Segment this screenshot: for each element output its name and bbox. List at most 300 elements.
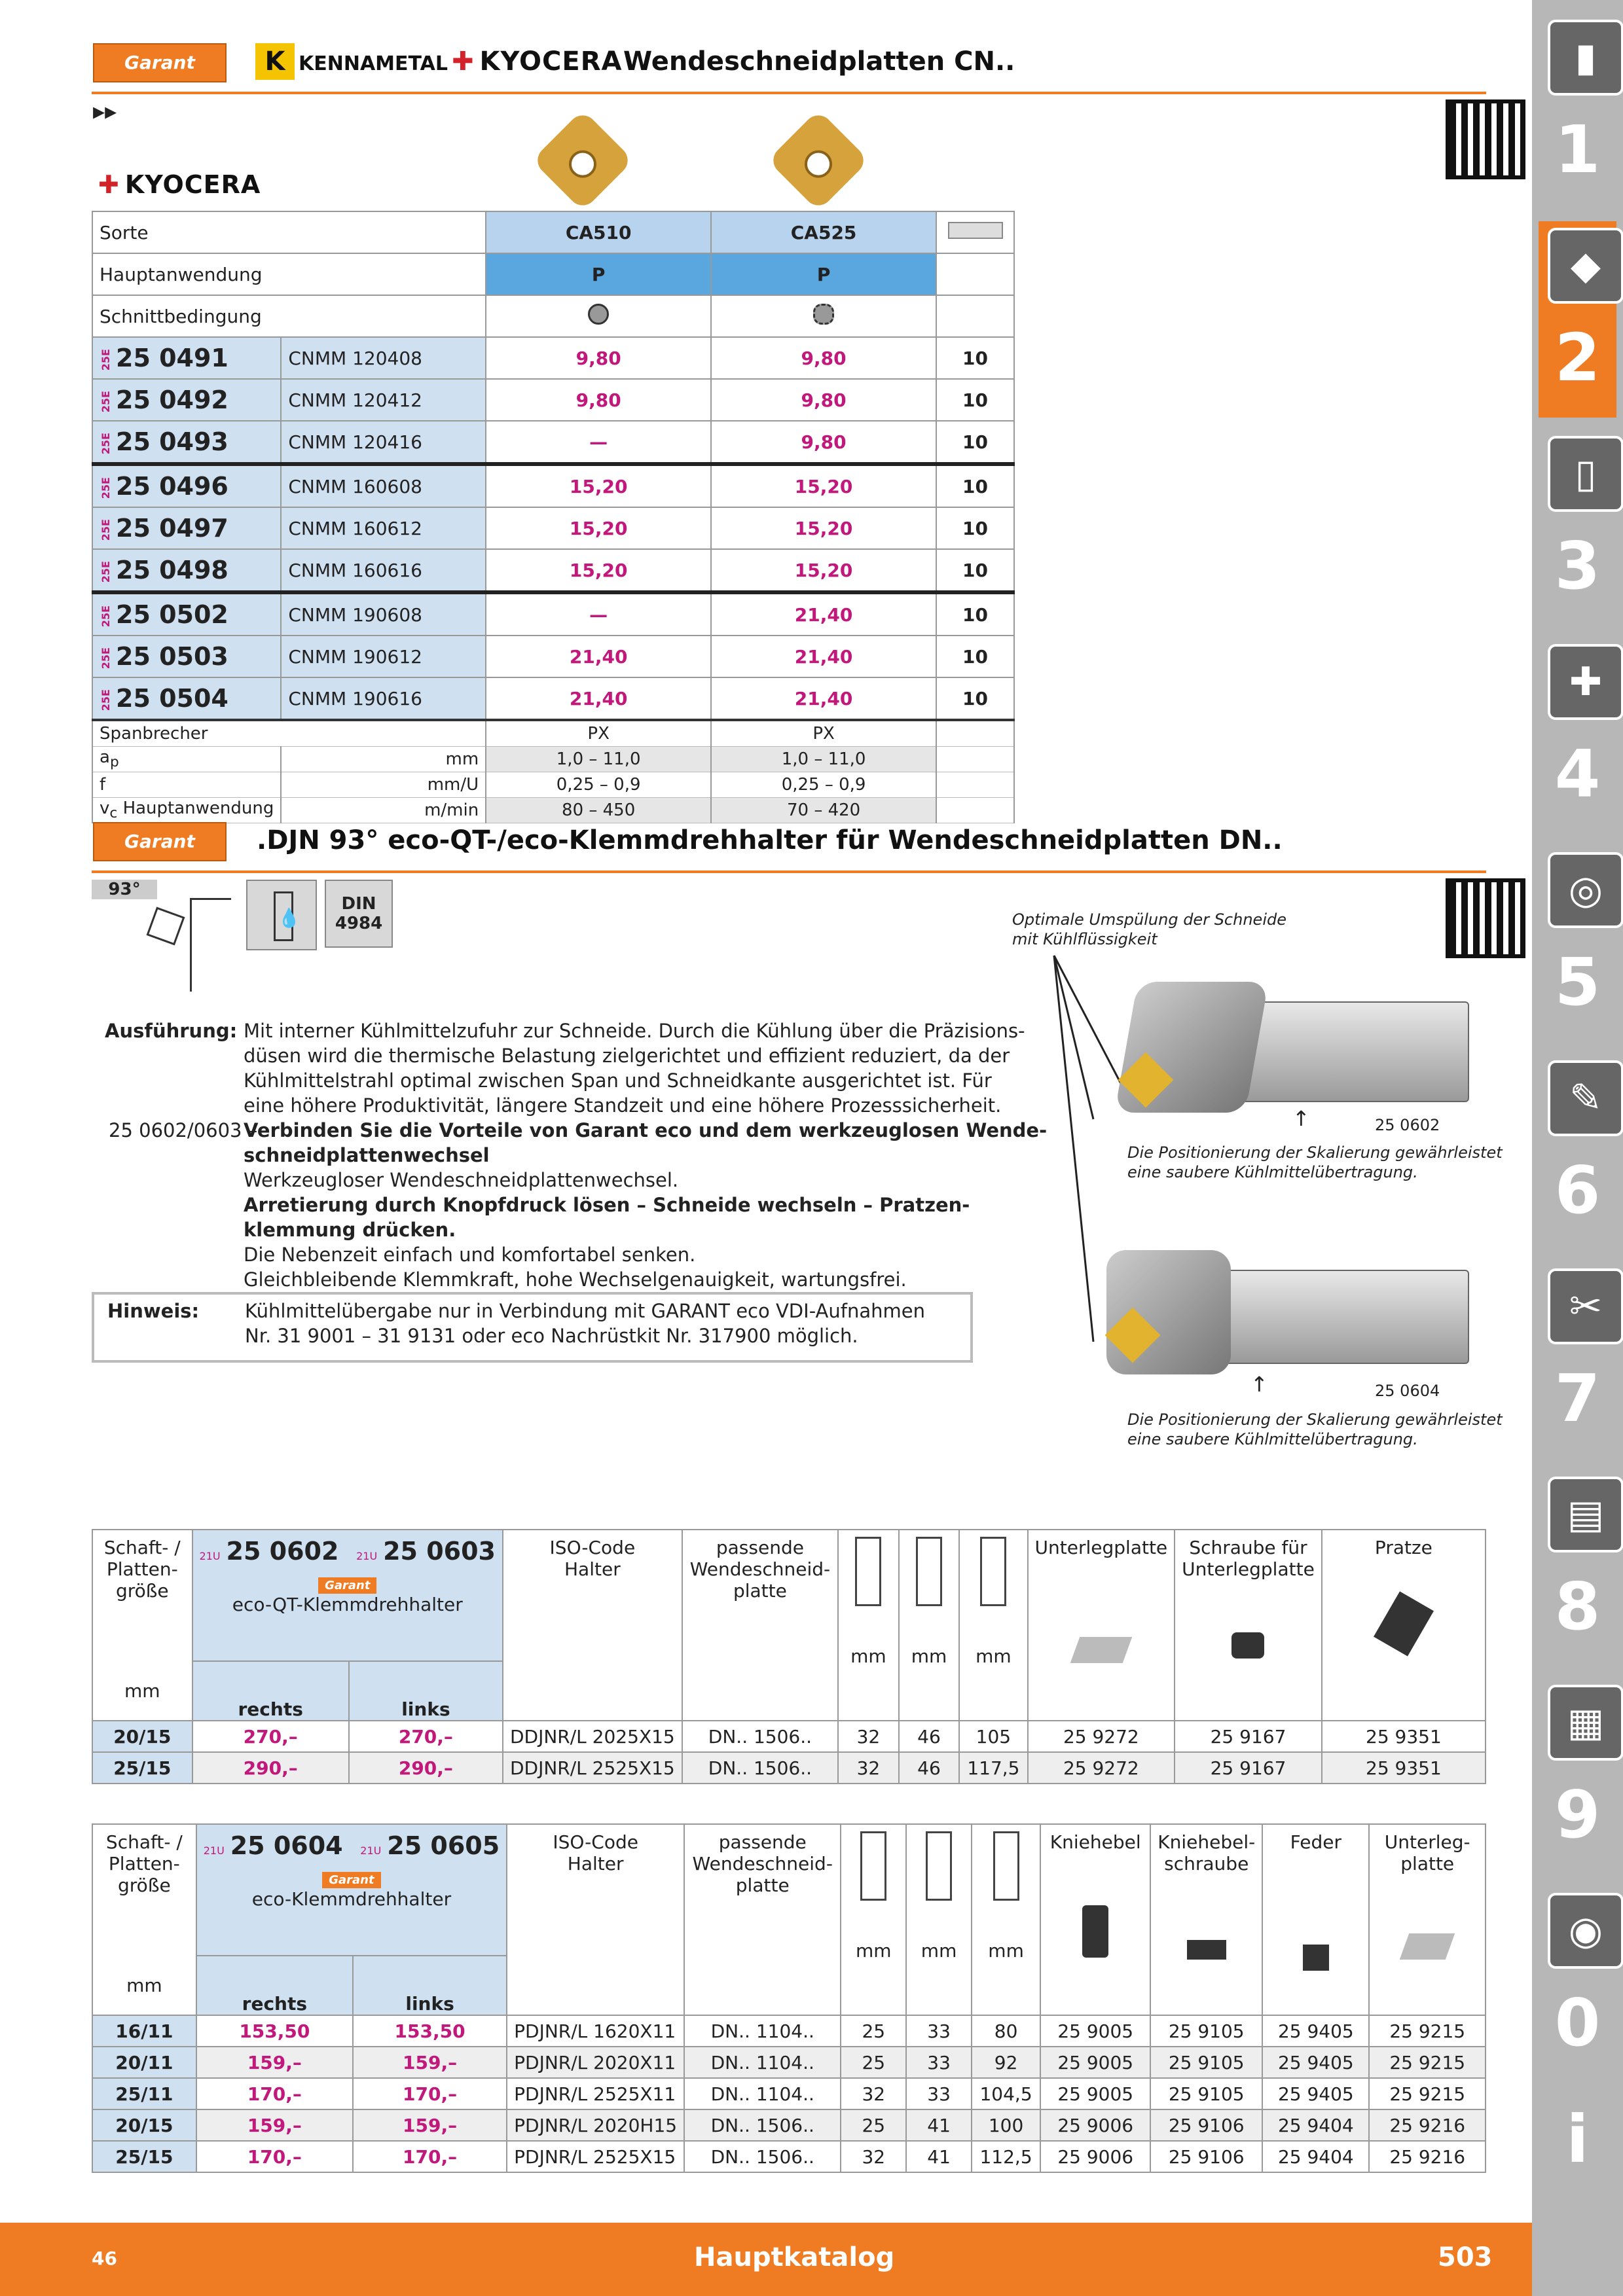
- price-rechts: 170,–: [196, 2141, 353, 2172]
- dim-l: 104,5: [972, 2078, 1040, 2109]
- iso-code: PDJNR/L 2020H15: [507, 2109, 684, 2141]
- chapter-tab-2[interactable]: [1539, 221, 1616, 418]
- din-4984-icon: [325, 880, 393, 948]
- passende-header: [682, 1530, 838, 1721]
- hinweis-line: Nr. 31 9001 – 31 9131 oder eco Nachrüstkit Nr. 317900 möglich.: [245, 1325, 858, 1347]
- order-code-text: 25 0496: [116, 472, 228, 501]
- lever-screw-number: 25 9105: [1150, 2047, 1262, 2078]
- unit-label: mm: [911, 1645, 947, 1667]
- chapter-tab-1[interactable]: [1539, 13, 1616, 209]
- header-line: Wendeschneid-: [692, 1853, 833, 1874]
- size: 20/11: [92, 2047, 196, 2078]
- kennametal-k-icon: K: [255, 43, 295, 80]
- tag-label: 25E: [100, 348, 112, 371]
- chapter-tab-9[interactable]: [1539, 1678, 1616, 1874]
- price-ca525: 15,20: [711, 464, 936, 507]
- footer-left-page: 46: [92, 2248, 117, 2269]
- page-title-inserts: Wendeschneidplatten CN..: [623, 46, 1015, 77]
- pack-qty: 10: [936, 421, 1014, 464]
- arrow-icon: ↑: [1292, 1106, 1310, 1131]
- chapter-icon: ✂: [1548, 1268, 1623, 1344]
- arrow-icon: ▸▸: [93, 98, 117, 125]
- lever-number: 25 9006: [1040, 2141, 1150, 2172]
- box-icon: [936, 211, 1014, 253]
- ausf-line: eine höhere Produktivität, längere Standzeit und eine höhere Prozesssicherheit.: [244, 1094, 1002, 1117]
- dim-h: 25: [841, 2015, 906, 2047]
- code-250602: 25 0602: [226, 1537, 339, 1566]
- order-code-text: 25 0498: [116, 556, 228, 584]
- order-code-text: 25 0492: [116, 386, 228, 414]
- order-code: [92, 507, 281, 549]
- insert-type: DN.. 1506..: [684, 2141, 841, 2172]
- tag-label: 25E: [100, 689, 112, 711]
- tag-label: 21U: [360, 1844, 382, 1857]
- table-header: [92, 1530, 1486, 1661]
- dim-h: 25: [841, 2109, 906, 2141]
- bold-line: klemmung drücken.: [244, 1219, 456, 1241]
- lever-screw-number: 25 9106: [1150, 2109, 1262, 2141]
- price-ca525: 9,80: [711, 421, 936, 464]
- chapter-icon: ▤: [1548, 1477, 1623, 1552]
- price-rechts: 270,–: [192, 1721, 349, 1752]
- kennametal-text: KENNAMETAL: [299, 52, 448, 75]
- arrow-icon: ↑: [1250, 1372, 1268, 1397]
- dim-l: 105: [959, 1721, 1027, 1752]
- dim-l: 80: [972, 2015, 1040, 2047]
- chapter-number: 7: [1554, 1360, 1601, 1437]
- hinweis-label: Hinweis:: [107, 1300, 200, 1322]
- bold-line: Verbinden Sie die Vorteile von Garant eco und dem werkzeuglosen Wende-: [244, 1119, 1048, 1141]
- ap-unit: mm: [281, 747, 486, 772]
- dim-h: 32: [838, 1752, 899, 1784]
- header-line: Schraube für: [1189, 1537, 1307, 1558]
- chapter-icon: ✎: [1548, 1060, 1623, 1136]
- size-header: [92, 1530, 192, 1721]
- iso-code: PDJNR/L 2525X11: [507, 2078, 684, 2109]
- caption-line: Optimale Umspülung der Schneide: [1012, 910, 1286, 929]
- kyocera-mark-icon: ✚: [98, 170, 120, 199]
- vc-subscript: c: [109, 805, 118, 822]
- spring-number: 25 9404: [1262, 2109, 1369, 2141]
- price-ca510: —: [486, 592, 711, 636]
- unit-label: mm: [124, 1680, 160, 1702]
- part-number-250604: 25 0604: [1375, 1382, 1440, 1400]
- shim-number: 25 9215: [1369, 2047, 1486, 2078]
- price-header: [196, 1824, 507, 1956]
- bold-line: schneidplattenwechsel: [244, 1144, 490, 1166]
- tag-label: 25E: [100, 647, 112, 670]
- insert-type: DN.. 1104..: [684, 2078, 841, 2109]
- price-ca525: 21,40: [711, 592, 936, 636]
- spring-number: 25 9404: [1262, 2141, 1369, 2172]
- hauptanwendung-ca525: P: [711, 253, 936, 295]
- price-ca510: 15,20: [486, 549, 711, 592]
- caption-line: eine saubere Kühlmittelübertragung.: [1127, 1430, 1418, 1448]
- unit-label: mm: [850, 1645, 886, 1667]
- header-line: Platten-: [108, 1853, 180, 1874]
- header-line: Platten-: [106, 1558, 178, 1580]
- grade-ca510: CA510: [486, 211, 711, 253]
- price-ca525: 9,80: [711, 379, 936, 421]
- designation: CNMM 160608: [281, 464, 486, 507]
- dim-h-icon: [860, 1831, 886, 1901]
- chapter-tab-i[interactable]: [1539, 2094, 1616, 2186]
- price-ca525: 9,80: [711, 337, 936, 379]
- price-ca510: —: [486, 421, 711, 464]
- empty-cell: [936, 253, 1014, 295]
- header-line: schraube: [1164, 1853, 1249, 1874]
- table-row: [92, 337, 1014, 379]
- chapter-tab-6[interactable]: [1539, 1054, 1616, 1250]
- chapter-icon: ▦: [1548, 1685, 1623, 1761]
- ap-ca525: 1,0 – 11,0: [711, 747, 936, 772]
- chapter-number: 3: [1554, 528, 1601, 604]
- price-links: 170,–: [353, 2078, 507, 2109]
- insert-type: DN.. 1104..: [684, 2047, 841, 2078]
- price-rechts: 290,–: [192, 1752, 349, 1784]
- pack-qty: 10: [936, 379, 1014, 421]
- designation: CNMM 120416: [281, 421, 486, 464]
- header-line: passende: [718, 1831, 807, 1853]
- chapter-icon: ◎: [1548, 852, 1623, 928]
- tag-label: 21U: [199, 1550, 221, 1562]
- table-row: [92, 677, 1014, 720]
- unit-label: mm: [988, 1940, 1024, 1962]
- dim-h-icon: [855, 1537, 881, 1606]
- lever-number: 25 9006: [1040, 2109, 1150, 2141]
- hinweis-box: [92, 1292, 973, 1363]
- table-row: [92, 2078, 1486, 2109]
- order-code: [92, 592, 281, 636]
- kyocera-mark-icon: ✚: [452, 46, 475, 77]
- table-row: [92, 295, 1014, 337]
- dim-b: 41: [906, 2109, 972, 2141]
- tag-label: 25E: [100, 476, 112, 499]
- chapter-sidebar: [1532, 0, 1623, 2296]
- garant-logo: Garant: [93, 43, 227, 82]
- kyocera-logo: [452, 43, 623, 80]
- table-row: [92, 464, 1014, 507]
- chapter-icon: ◆: [1548, 228, 1623, 304]
- shim-icon: [1070, 1637, 1133, 1663]
- spring-number: 25 9405: [1262, 2015, 1369, 2047]
- schnittbedingung-label: Schnittbedingung: [92, 295, 486, 337]
- price-rechts: 170,–: [196, 2078, 353, 2109]
- header-line: platte: [733, 1580, 787, 1602]
- chapter-icon: ◉: [1548, 1893, 1623, 1969]
- size: 25/11: [92, 2078, 196, 2109]
- garant-logo: Garant: [93, 822, 227, 861]
- header-line: Kniehebel: [1049, 1831, 1141, 1853]
- table-row: [92, 421, 1014, 464]
- pack-qty: 10: [936, 337, 1014, 379]
- empty-cell: [936, 295, 1014, 337]
- header-line: passende: [716, 1537, 804, 1558]
- chapter-number: 8: [1554, 1568, 1601, 1645]
- insert-type: DN.. 1104..: [684, 2015, 841, 2047]
- dim-l: 117,5: [959, 1752, 1027, 1784]
- angle-93-icon: [92, 880, 232, 991]
- chapter-number: 2: [1554, 319, 1601, 396]
- order-code-text: 25 0491: [116, 344, 228, 372]
- pack-qty: 10: [936, 464, 1014, 507]
- order-code: [92, 464, 281, 507]
- dim-l: 112,5: [972, 2141, 1040, 2172]
- hauptanwendung-label: Hauptanwendung: [92, 253, 486, 295]
- desc-line: Die Nebenzeit einfach und komfortabel senken.: [244, 1244, 696, 1266]
- size: 20/15: [92, 2109, 196, 2141]
- caption-250604: [1127, 1410, 1503, 1449]
- chapter-tab-0[interactable]: [1539, 1886, 1616, 2083]
- ausfuehrung-label: Ausführung:: [105, 1020, 238, 1042]
- designation: CNMM 190608: [281, 592, 486, 636]
- dim-b-icon: [916, 1537, 942, 1606]
- dim-h: 32: [838, 1721, 899, 1752]
- hinweis-text: [245, 1299, 925, 1348]
- order-code-text: 25 0503: [116, 642, 228, 671]
- angle-label: 93°: [92, 880, 157, 899]
- price-links: 170,–: [353, 2141, 507, 2172]
- pointer-line: [1054, 956, 1093, 1342]
- caption-line: Die Positionierung der Skalierung gewährleistet: [1127, 1410, 1503, 1429]
- empty-cell: [936, 772, 1014, 798]
- coolant-icon: 💧: [246, 880, 317, 950]
- holder-type-label: eco-QT-Klemmdrehhalter: [232, 1594, 463, 1615]
- pratze-header: [1322, 1530, 1486, 1721]
- part-number-250602: 25 0602: [1375, 1116, 1440, 1134]
- table-row: [92, 1752, 1486, 1784]
- price-ca510: 21,40: [486, 677, 711, 720]
- iso-code: PDJNR/L 2525X15: [507, 2141, 684, 2172]
- spring-number: 25 9405: [1262, 2078, 1369, 2109]
- chapter-number: 0: [1554, 1984, 1601, 2061]
- chapter-icon: ▯: [1548, 436, 1623, 512]
- designation: CNMM 120408: [281, 337, 486, 379]
- header-line: Halter: [567, 1853, 624, 1874]
- order-code-text: 25 0493: [116, 427, 228, 456]
- chapter-icon: ▮: [1548, 20, 1623, 96]
- spring-icon: [1303, 1945, 1329, 1971]
- kniehebel-header: [1040, 1824, 1150, 2015]
- ausfuehrung-text: [244, 1018, 1047, 1292]
- chapter-number: 1: [1554, 111, 1601, 188]
- header-line: ISO-Code: [553, 1831, 638, 1853]
- order-code: [92, 636, 281, 677]
- clamp-number: 25 9351: [1322, 1752, 1486, 1784]
- table-row: [92, 2047, 1486, 2078]
- vc-unit: m/min: [281, 798, 486, 823]
- din-number: 4984: [335, 914, 383, 933]
- footer-catalog-title: Hauptkatalog: [694, 2242, 895, 2272]
- designation: CNMM 120412: [281, 379, 486, 421]
- chapter-tab-8[interactable]: [1539, 1470, 1616, 1666]
- header-line: ISO-Code: [549, 1537, 636, 1558]
- empty-cell: [936, 720, 1014, 747]
- order-code-text: 25 0502: [116, 600, 228, 629]
- table-row: [92, 592, 1014, 636]
- header-line: Pratze: [1374, 1537, 1432, 1558]
- table-row: [92, 379, 1014, 421]
- interrupted-circle-icon: [711, 295, 936, 337]
- price-rechts: 153,50: [196, 2015, 353, 2047]
- price-rechts: 159,–: [196, 2109, 353, 2141]
- shim-number: 25 9216: [1369, 2141, 1486, 2172]
- desc-line: Gleichbleibende Klemmkraft, hohe Wechselgenauigkeit, wartungsfrei.: [244, 1268, 907, 1291]
- header-line: platte: [1400, 1853, 1455, 1874]
- clamp-icon: [1374, 1591, 1434, 1656]
- ausf-line: Kühlmittelstrahl optimal zwischen Span und Schneidkante ausgerichtet ist. Für: [244, 1069, 992, 1092]
- lever-screw-number: 25 9106: [1150, 2141, 1262, 2172]
- dim-b: 33: [906, 2078, 972, 2109]
- holders-table-qt: [92, 1529, 1486, 1784]
- pointer-line: [1054, 956, 1093, 1119]
- ausf-line: düsen wird die thermische Belastung zielgerichtet und effizient reduziert, da der: [244, 1045, 1010, 1067]
- chapter-tab-3[interactable]: [1539, 429, 1616, 626]
- table-row: [92, 507, 1014, 549]
- code-250604: 25 0604: [230, 1831, 343, 1860]
- insert-ca510-image: [532, 109, 634, 211]
- hauptanwendung-ca510: P: [486, 253, 711, 295]
- size: 25/15: [92, 2141, 196, 2172]
- dim-l-header: [972, 1824, 1040, 2015]
- table-row: [92, 211, 1014, 253]
- price-header: [192, 1530, 503, 1661]
- table-header: [92, 1824, 1486, 1956]
- bold-line: Arretierung durch Knopfdruck lösen – Schneide wechseln – Pratzen-: [244, 1194, 970, 1216]
- table-row: [92, 772, 1014, 798]
- header-line: Wendeschneid-: [689, 1558, 831, 1580]
- price-links: 159,–: [353, 2109, 507, 2141]
- screw-number: 25 9167: [1175, 1752, 1322, 1784]
- dim-h: 32: [841, 2078, 906, 2109]
- din-label: DIN: [341, 894, 376, 914]
- dim-l-icon: [993, 1831, 1019, 1901]
- chapter-tab-5[interactable]: [1539, 846, 1616, 1042]
- header-line: größe: [115, 1580, 169, 1602]
- ap-symbol: a: [100, 747, 110, 768]
- shim-icon: [1400, 1933, 1455, 1960]
- size: 20/15: [92, 1721, 192, 1752]
- caption-line: mit Kühlflüssigkeit: [1012, 930, 1158, 948]
- size: 25/15: [92, 1752, 192, 1784]
- dim-l: 100: [972, 2109, 1040, 2141]
- rechts-label: rechts: [192, 1661, 349, 1721]
- section-title-holders: .DJN 93° eco-QT-/eco-Klemmdrehhalter für Wendeschneidplatten DN..: [257, 825, 1283, 855]
- table-row: [92, 2109, 1486, 2141]
- chapter-number: i: [1566, 2101, 1589, 2178]
- chapter-tab-4[interactable]: [1539, 637, 1616, 834]
- shim-number: 25 9272: [1028, 1752, 1175, 1784]
- header-line: Schaft- /: [105, 1831, 183, 1853]
- chapter-number: 6: [1554, 1152, 1601, 1229]
- price-links: 270,–: [349, 1721, 503, 1752]
- table-row: [92, 2141, 1486, 2172]
- price-ca525: 15,20: [711, 549, 936, 592]
- unit-label: mm: [976, 1645, 1012, 1667]
- dim-b-header: [906, 1824, 972, 2015]
- links-label: links: [353, 1956, 507, 2015]
- spanbrecher-ca525: PX: [711, 720, 936, 747]
- vc-text: Hauptanwendung: [117, 798, 274, 819]
- header-line: Halter: [564, 1558, 621, 1580]
- rechts-label: rechts: [196, 1956, 353, 2015]
- header-line: Unterlegplatte: [1182, 1558, 1315, 1580]
- price-ca510: 15,20: [486, 507, 711, 549]
- iso-header: [507, 1824, 684, 2015]
- price-ca510: 15,20: [486, 464, 711, 507]
- pack-qty: 10: [936, 592, 1014, 636]
- chapter-tab-7[interactable]: [1539, 1262, 1616, 1458]
- links-label: links: [349, 1661, 503, 1721]
- shim-number: 25 9216: [1369, 2109, 1486, 2141]
- f-label: f: [92, 772, 281, 798]
- price-ca525: 15,20: [711, 507, 936, 549]
- price-rechts: 159,–: [196, 2047, 353, 2078]
- garant-small-logo: Garant: [322, 1872, 380, 1888]
- footer-bar: [0, 2223, 1532, 2296]
- dim-b: 33: [906, 2047, 972, 2078]
- dim-h: 25: [841, 2047, 906, 2078]
- header-line: Schaft- /: [103, 1537, 181, 1558]
- unit-label: mm: [126, 1975, 162, 1996]
- iso-header: [503, 1530, 682, 1721]
- order-code-text: 25 0504: [116, 684, 228, 713]
- inserts-table: [92, 211, 1015, 823]
- kniehebelschraube-header: [1150, 1824, 1262, 2015]
- ap-label: [92, 747, 281, 772]
- order-code: [92, 337, 281, 379]
- lever-screw-number: 25 9105: [1150, 2078, 1262, 2109]
- header-line: platte: [735, 1874, 790, 1896]
- holders-table-klemm: [92, 1823, 1486, 2173]
- schraube-header: [1175, 1530, 1322, 1721]
- header-line: Unterlegplatte: [1034, 1537, 1168, 1558]
- ap-ca510: 1,0 – 11,0: [486, 747, 711, 772]
- dim-b: 46: [899, 1721, 960, 1752]
- lever-number: 25 9005: [1040, 2015, 1150, 2047]
- ref-label: 25 0602/0603 –: [109, 1119, 258, 1141]
- shim-number: 25 9215: [1369, 2078, 1486, 2109]
- kennametal-logo: [255, 43, 448, 80]
- caption-line: eine saubere Kühlmittelübertragung.: [1127, 1163, 1418, 1181]
- kyocera-text: KYOCERA: [479, 46, 623, 77]
- qr-code-icon: [1446, 99, 1525, 179]
- table-row: [92, 636, 1014, 677]
- header-line: Kniehebel-: [1158, 1831, 1256, 1853]
- iso-code: PDJNR/L 1620X11: [507, 2015, 684, 2047]
- tag-label: 25E: [100, 390, 112, 413]
- dim-l-header: [959, 1530, 1027, 1721]
- pack-qty: 10: [936, 636, 1014, 677]
- designation: CNMM 190612: [281, 636, 486, 677]
- order-code: [92, 421, 281, 464]
- dim-b-icon: [926, 1831, 952, 1901]
- grade-ca525: CA525: [711, 211, 936, 253]
- caption-line: Die Positionierung der Skalierung gewährleistet: [1127, 1143, 1503, 1162]
- dim-h-header: [838, 1530, 899, 1721]
- chapter-number: 4: [1554, 736, 1601, 812]
- insert-ca525-image: [767, 109, 869, 211]
- caption-coolant: [1012, 910, 1286, 949]
- tag-label: 25E: [100, 605, 112, 628]
- tag-label: 25E: [100, 432, 112, 455]
- screw-icon: [1231, 1632, 1264, 1659]
- feder-header: [1262, 1824, 1369, 2015]
- spanbrecher-label: Spanbrecher: [92, 720, 486, 747]
- sorte-label: Sorte: [92, 211, 486, 253]
- price-links: 290,–: [349, 1752, 503, 1784]
- order-code: [92, 549, 281, 592]
